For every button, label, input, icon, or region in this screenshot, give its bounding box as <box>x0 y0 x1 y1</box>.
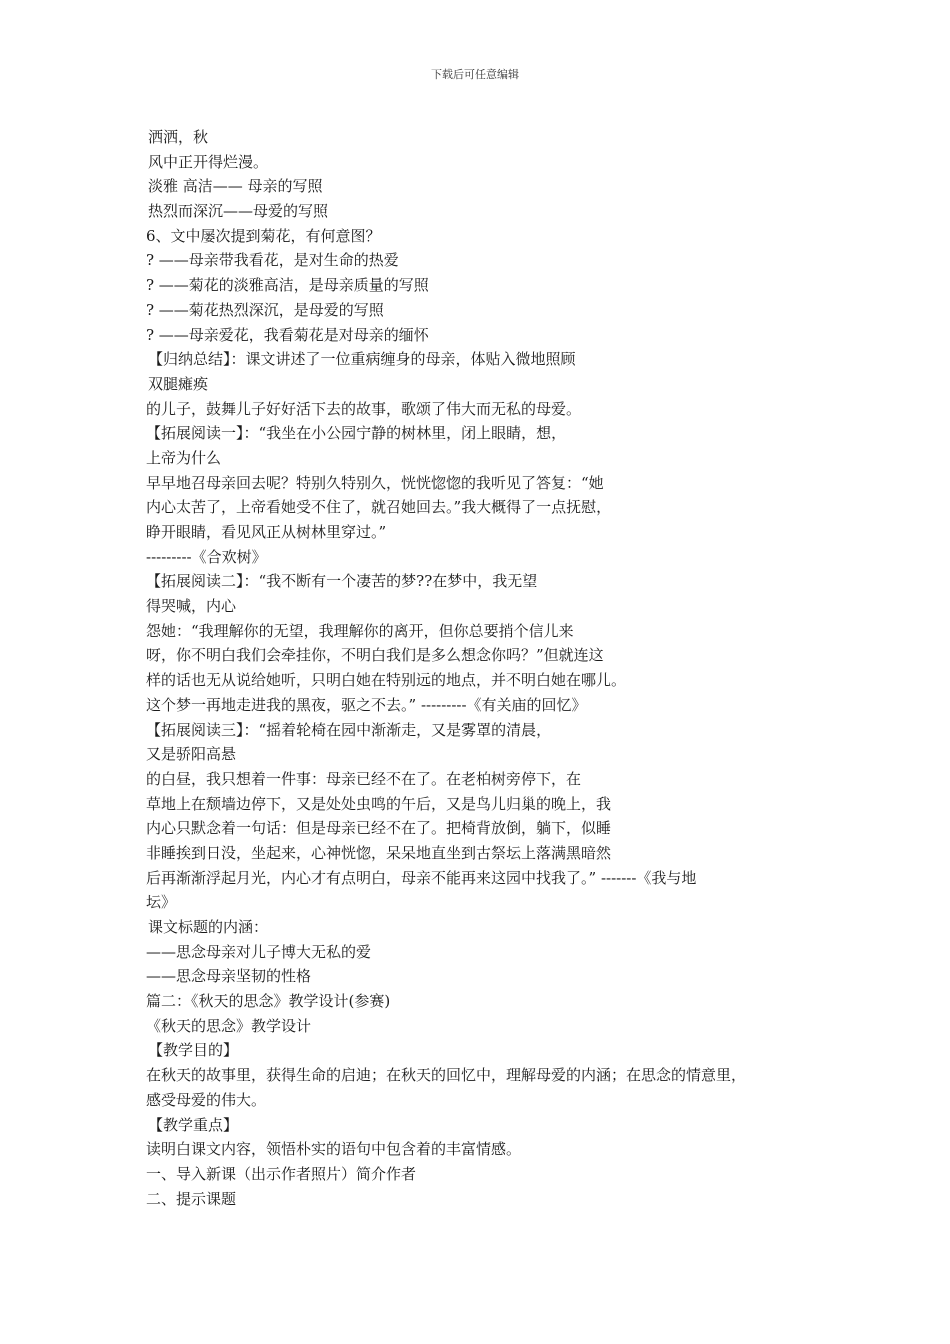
text-line: 又是骄阳高悬 <box>146 745 237 764</box>
text-line: 坛》 <box>146 893 177 912</box>
teaching-goal-heading: 【教学目的】 <box>148 1041 239 1060</box>
extended-reading-1: 【拓展阅读一】：“我坐在小公园宁静的树林里，闭上眼睛，想， <box>146 424 567 443</box>
list-item: ——思念母亲坚韧的性格 <box>146 967 312 986</box>
summary-heading: 【归纳总结】：课文讲述了一位重病缠身的母亲，体贴入微地照顾 <box>148 350 576 369</box>
list-item: ? ——菊花热烈深沉，是母爱的写照 <box>146 300 384 319</box>
page-header: 下载后可任意编辑 <box>431 68 519 81</box>
title-meaning-heading: 课文标题的内涵： <box>148 918 269 936</box>
extended-reading-2: 【拓展阅读二】：“我不断有一个凄苦的梦??在梦中，我无望 <box>146 572 538 591</box>
text-line: 样的话也无从说给她听，只明白她在特别远的地点，并不明白她在哪儿。 <box>146 671 627 690</box>
text-line: 的白昼，我只想着一件事：母亲已经不在了。在老柏树旁停下，在 <box>146 769 582 788</box>
section-subtitle: 《秋天的思念》教学设计 <box>146 1016 312 1035</box>
text-line: 风中正开得烂漫。 <box>148 152 269 171</box>
list-item: ? ——母亲带我看花，是对生命的热爱 <box>146 251 399 270</box>
text-line: 怨她：“我理解你的无望，我理解你的离开，但你总要捎个信儿来 <box>146 621 574 640</box>
text-line: 洒洒，秋 <box>148 128 209 146</box>
text-line: 后再渐渐浮起月光，内心才有点明白，母亲不能再来这园中找我了。” -------《我与地 <box>146 868 697 887</box>
source-citation: ---------《合欢树》 <box>146 547 267 566</box>
text-line: 得哭喊，内心 <box>146 597 237 616</box>
text-line: 草地上在颓墙边停下，又是处处虫鸣的午后，又是鸟儿归巢的晚上，我 <box>146 794 612 813</box>
text-line: 呀，你不明白我们会牵挂你，不明白我们是多么想念你吗？”但就连这 <box>146 646 604 665</box>
document-body <box>146 125 826 1211</box>
step-item: 一、导入新课（出示作者照片）简介作者 <box>146 1164 417 1183</box>
list-item: ? ——母亲爱花，我看菊花是对母亲的缅怀 <box>146 325 429 344</box>
text-line: 淡雅 高洁—— 母亲的写照 <box>148 177 323 196</box>
text-line: 这个梦一再地走进我的黑夜，驱之不去。” ---------《有关庙的回忆》 <box>146 695 587 714</box>
text-line: 非睡挨到日没，坐起来，心神恍惚，呆呆地直坐到古祭坛上落满黑暗然 <box>146 843 612 862</box>
text-line: 上帝为什么 <box>146 448 222 467</box>
list-item: ——思念母亲对儿子博大无私的爱 <box>146 942 372 961</box>
text-line: 热烈而深沉——母爱的写照 <box>148 202 329 221</box>
step-item: 二、提示课题 <box>146 1189 237 1208</box>
text-line: 在秋天的故事里，获得生命的启迪；在秋天的回忆中，理解母爱的内涵；在思念的情意里， <box>146 1066 747 1085</box>
text-line: 双腿瘫痪 <box>148 374 209 393</box>
text-line: 早早地召母亲回去呢？特别久特别久，恍恍惚惚的我听见了答复：“她 <box>146 473 604 492</box>
question-heading: 6、文中屡次提到菊花，有何意图？ <box>146 226 381 245</box>
text-line: 感受母爱的伟大。 <box>146 1090 267 1109</box>
extended-reading-3: 【拓展阅读三】：“摇着轮椅在园中渐渐走，又是雾罩的清晨， <box>146 720 552 739</box>
text-line: 内心只默念着一句话：但是母亲已经不在了。把椅背放倒，躺下，似睡 <box>146 819 612 838</box>
teaching-focus-heading: 【教学重点】 <box>148 1115 239 1134</box>
text-line: 内心太苦了，上帝看她受不住了，就召她回去。”我大概得了一点抚慰， <box>146 498 612 517</box>
text-line: 读明白课文内容，领悟朴实的语句中包含着的丰富情感。 <box>146 1140 522 1159</box>
text-line: 睁开眼睛，看见风正从树林里穿过。” <box>146 523 387 541</box>
section-heading: 篇二：《秋天的思念》教学设计(参赛) <box>146 992 391 1011</box>
list-item: ? ——菊花的淡雅高洁，是母亲质量的写照 <box>146 276 429 295</box>
text-line: 的儿子，鼓舞儿子好好活下去的故事，歌颂了伟大而无私的母爱。 <box>146 399 582 418</box>
